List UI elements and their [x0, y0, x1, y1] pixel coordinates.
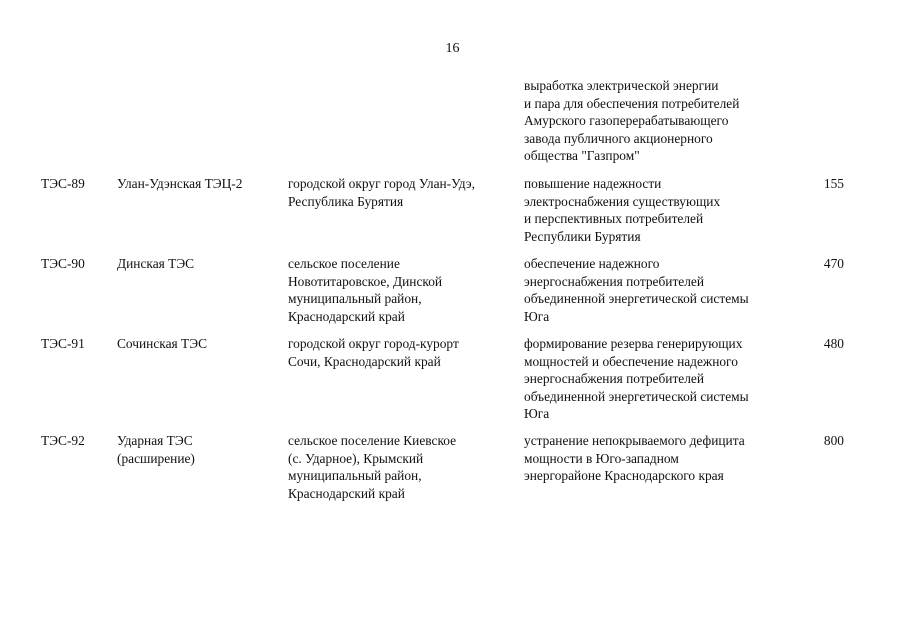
purpose-line: мощности в Юго-западном: [524, 450, 679, 466]
plant-purpose: [524, 255, 804, 325]
purpose-line: энергорайоне Краснодарского края: [524, 468, 724, 483]
location-line: (с. Ударное), Крымский: [288, 450, 424, 466]
plant-name: [117, 335, 282, 353]
purpose-line: энергоснабжения потребителей: [524, 371, 705, 386]
plant-name-line: Улан-Удэнская ТЭЦ-2: [117, 176, 243, 191]
purpose-line: устранение непокрываемого дефицита: [524, 433, 745, 448]
plant-name-line: Динская ТЭС: [117, 256, 195, 271]
plant-name-line: Сочинская ТЭС: [117, 336, 207, 351]
location-line: Новотитаровское, Динской: [288, 273, 443, 289]
plant-name: [117, 255, 282, 273]
plant-code: ТЭС-91: [41, 336, 85, 351]
location-line: Республика Бурятия: [288, 193, 404, 209]
location-line: Краснодарский край: [288, 308, 405, 324]
purpose-line: выработка электрической энергии: [524, 78, 719, 93]
purpose-line: Республики Бурятия: [524, 228, 641, 244]
plant-power: 480: [823, 336, 844, 351]
plant-name-line: (расширение): [117, 450, 195, 466]
continued-purpose-cell: [524, 77, 804, 165]
plant-location: [288, 432, 518, 502]
plant-location: [288, 175, 518, 210]
plant-location: [288, 335, 518, 370]
purpose-line: объединенной энергетической системы: [524, 388, 749, 404]
plant-location: [288, 255, 518, 325]
purpose-line: и перспективных потребителей: [524, 211, 704, 226]
purpose-line: завода публичного акционерного: [524, 130, 713, 146]
location-line: сельское поселение: [288, 256, 400, 271]
location-line: Сочи, Краснодарский край: [288, 353, 441, 369]
purpose-line: Юга: [524, 308, 550, 324]
purpose-line: объединенной энергетической системы: [524, 291, 749, 306]
purpose-line: общества "Газпром": [524, 148, 640, 163]
purpose-line: энергоснабжения потребителей: [524, 273, 705, 289]
plant-name: [117, 175, 282, 193]
plant-code: ТЭС-90: [41, 256, 85, 271]
plant-name-line: Ударная ТЭС: [117, 433, 193, 448]
plant-purpose: [524, 335, 804, 423]
purpose-line: обеспечение надежного: [524, 256, 660, 271]
location-line: Краснодарский край: [288, 485, 405, 501]
purpose-line: Юга: [524, 406, 550, 421]
plant-power: 800: [823, 433, 844, 448]
plant-purpose: [524, 432, 804, 485]
purpose-line: мощностей и обеспечение надежного: [524, 353, 738, 369]
plant-name: [117, 432, 282, 467]
location-line: городской округ город Улан-Удэ,: [288, 176, 475, 191]
purpose-line: электроснабжения существующих: [524, 193, 721, 209]
plant-code: ТЭС-89: [41, 176, 85, 191]
purpose-line: Амурского газоперерабатывающего: [524, 113, 729, 128]
purpose-line: повышение надежности: [524, 176, 662, 191]
plant-purpose: [524, 175, 804, 245]
plant-power: 155: [823, 176, 844, 191]
location-line: городской округ город-курорт: [288, 336, 459, 351]
plant-power: 470: [823, 256, 844, 271]
location-line: муниципальный район,: [288, 291, 422, 306]
page-number: 16: [445, 41, 460, 56]
purpose-line: формирование резерва генерирующих: [524, 336, 743, 351]
location-line: сельское поселение Киевское: [288, 433, 457, 448]
purpose-line: и пара для обеспечения потребителей: [524, 95, 740, 111]
plant-code: ТЭС-92: [41, 433, 85, 448]
location-line: муниципальный район,: [288, 468, 422, 483]
